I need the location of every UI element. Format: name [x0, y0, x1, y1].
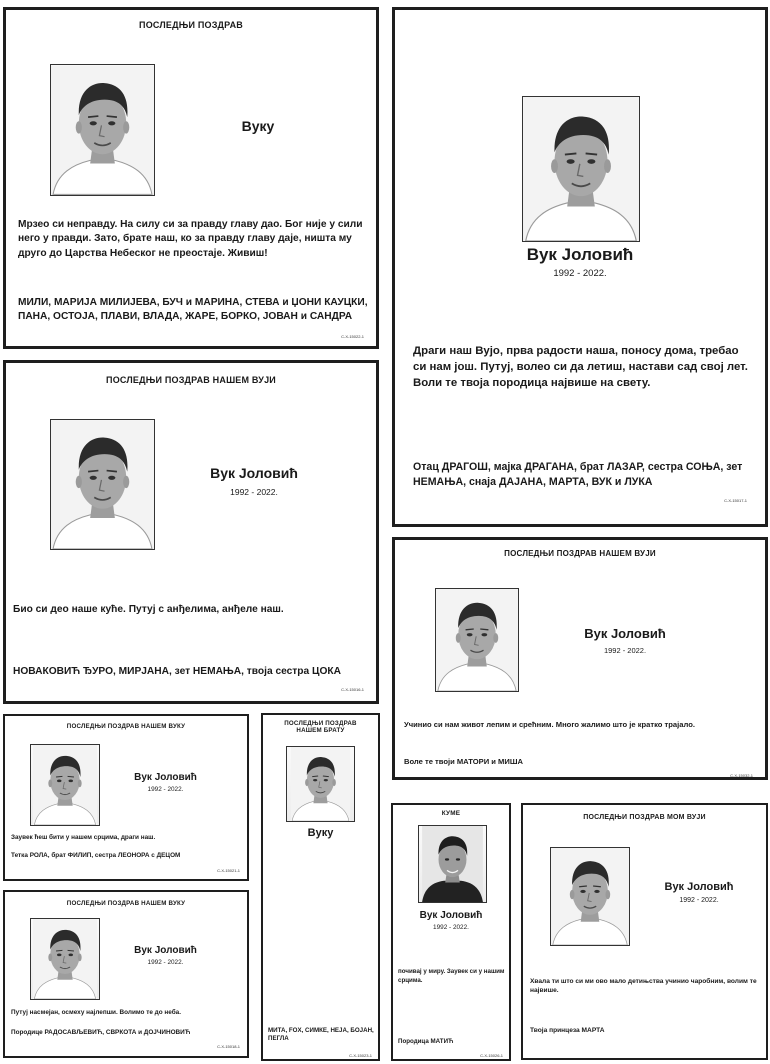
obituary-card-families [3, 890, 249, 1058]
portrait-image [31, 919, 99, 999]
portrait-photo [30, 744, 100, 826]
life-years: 1992 - 2022. [147, 959, 184, 966]
life-years: 1992 - 2022. [433, 924, 469, 931]
life-years: 1992 - 2022. [230, 487, 278, 497]
portrait-image [31, 745, 99, 825]
condolence-message: Хвала ти што си ми ово мало детињства учинио чаробним, волим те највише. [530, 978, 757, 995]
card-header: ПОСЛЕДЊИ ПОЗДРАВ НАШЕМ ВУЈИ [504, 549, 656, 558]
portrait-image [523, 97, 639, 241]
deceased-name: Вук Јоловић [210, 465, 298, 481]
deceased-name: Вук Јоловић [526, 245, 634, 264]
condolence-message: Путуј насмејан, осмеху најлепши. Волимо те до неба. [11, 1009, 182, 1016]
obituary-card-kume [391, 803, 511, 1061]
obituary-card-family [392, 7, 768, 527]
signature: НОВАКОВИЋ ЂУРО, МИРЈАНА, зет НЕМАЊА, твоја сестра ЦОКА [13, 666, 341, 677]
ad-code: С-Х-15021-1 [217, 868, 240, 873]
deceased-name: Вук Јоловић [419, 910, 483, 921]
condolence-message: Мрзео си неправду. На силу си за правду главу дао. Бог није у сили него у правди. Зато, брате наш, ко за правду главу даје, ништа му друго до Царства Небеског не преостаје. Живиш! [18, 219, 363, 259]
deceased-name: Вуку [241, 118, 275, 134]
deceased-name: Вук Јоловић [584, 626, 666, 641]
condolence-message: Учинио си нам живот лепим и срећним. Много жалимо што је кратко трајало. [404, 720, 695, 729]
signature: Тетка РОЛА, брат ФИЛИП, сестра ЛЕОНОРА с ДЕЦОМ [11, 852, 181, 859]
portrait-image [51, 65, 154, 195]
card-header: ПОСЛЕДЊИ ПОЗДРАВ НАШЕМ ВУКУ [66, 900, 186, 907]
card-header: ПОСЛЕДЊИ ПОЗДРАВ НАШЕМ ВУКУ [66, 723, 186, 730]
ad-code: С-Х-15023-1 [349, 1053, 372, 1058]
ad-code: С-Х-15016-1 [341, 687, 364, 692]
card-header: ПОСЛЕДЊИ ПОЗДРАВ НАШЕМ ВУЈИ [106, 375, 276, 385]
ad-code: С-Х-15017-1 [724, 498, 747, 503]
signature: МИТА, FOX, СИМКЕ, НЕЈА, БОЈАН, ПЕГЛА [268, 1027, 374, 1043]
portrait-photo [418, 825, 487, 903]
signature: Породице РАДОСАВЉЕВИЋ, СВРКОТА и ДОЈЧИНОВИЋ [11, 1029, 191, 1036]
condolence-message: Драги наш Вујо, прва радости наша, поносу дома, требао си нам још. Путуј, волео си да летиш, настави сад свој лет. Воли те твоја породица највише на свету. [413, 345, 748, 389]
deceased-name: Вук Јоловић [134, 945, 197, 956]
portrait-photo [522, 96, 640, 242]
condolence-message: Био си део наше куће. Путуј с анђелима, анђеле наш. [13, 604, 284, 615]
card-header: КУМЕ [441, 810, 461, 817]
portrait-photo [435, 588, 519, 692]
signature: Твоја принцеза МАРТА [530, 1027, 605, 1034]
signature: Породица МАТИЋ [398, 1038, 454, 1045]
signature: МИЛИ, МАРИЈА МИЛИЈЕВА, БУЧ и МАРИНА, СТЕВА и ЏОНИ КАУЦКИ, ПАНА, ОСТОЈА, ПЛАВИ, ВЛАДА, ЖАРЕ, БОРКО, ЈОВАН и САНДРА [18, 297, 368, 323]
portrait-image [419, 826, 486, 902]
life-years: 1992 - 2022. [679, 897, 719, 904]
ad-code: С-Х-15026-1 [480, 1053, 503, 1058]
portrait-photo [30, 918, 100, 1000]
card-header: ПОСЛЕДЊИ ПОЗДРАВ МОМ ВУЈИ [583, 814, 706, 821]
deceased-name: Вук Јоловић [664, 881, 734, 893]
condolence-message: почивај у миру. Заувек си у нашим срцима. [398, 968, 505, 984]
obituary-card-aunt [3, 714, 249, 881]
portrait-photo [50, 419, 155, 550]
card-header-line1: ПОСЛЕДЊИ ПОЗДРАВ [284, 720, 357, 727]
signature: Отац ДРАГОШ, мајка ДРАГАНА, брат ЛАЗАР, сестра СОЊА, зет НЕМАЊА, снаја ДАЈАНА, МАРТА, ВУК и ЛУКА [413, 461, 743, 488]
life-years: 1992 - 2022. [553, 268, 607, 279]
card-header: ПОСЛЕДЊИ ПОЗДРАВ [139, 20, 243, 30]
obituary-card-novakovic [3, 360, 379, 704]
portrait-image [551, 848, 629, 945]
signature: Воле те твоји МАТОРИ и МИША [404, 757, 523, 766]
card-header-line2: НАШЕМ БРАТУ [296, 727, 345, 735]
portrait-image [51, 420, 154, 549]
life-years: 1992 - 2022. [147, 786, 184, 793]
portrait-photo [550, 847, 630, 946]
ad-code: С-Х-15032-1 [730, 773, 753, 778]
obituary-card-niece [521, 803, 768, 1060]
portrait-image [287, 747, 354, 821]
card-header [263, 720, 378, 734]
deceased-name: Вуку [307, 827, 334, 839]
obituary-card-brothers [261, 713, 380, 1061]
ad-code: С-Х-15018-1 [217, 1044, 240, 1049]
portrait-photo [286, 746, 355, 822]
life-years: 1992 - 2022. [603, 646, 647, 655]
obituary-card-vuku-friends [3, 7, 379, 349]
deceased-name: Вук Јоловић [134, 772, 197, 783]
portrait-photo [50, 64, 155, 196]
condolence-message: Заувек ћеш бити у нашем срцима, драги наш. [11, 834, 156, 841]
ad-code: С-Х-15022-1 [341, 334, 364, 339]
obituary-card-parents [392, 537, 768, 780]
portrait-image [436, 589, 518, 691]
